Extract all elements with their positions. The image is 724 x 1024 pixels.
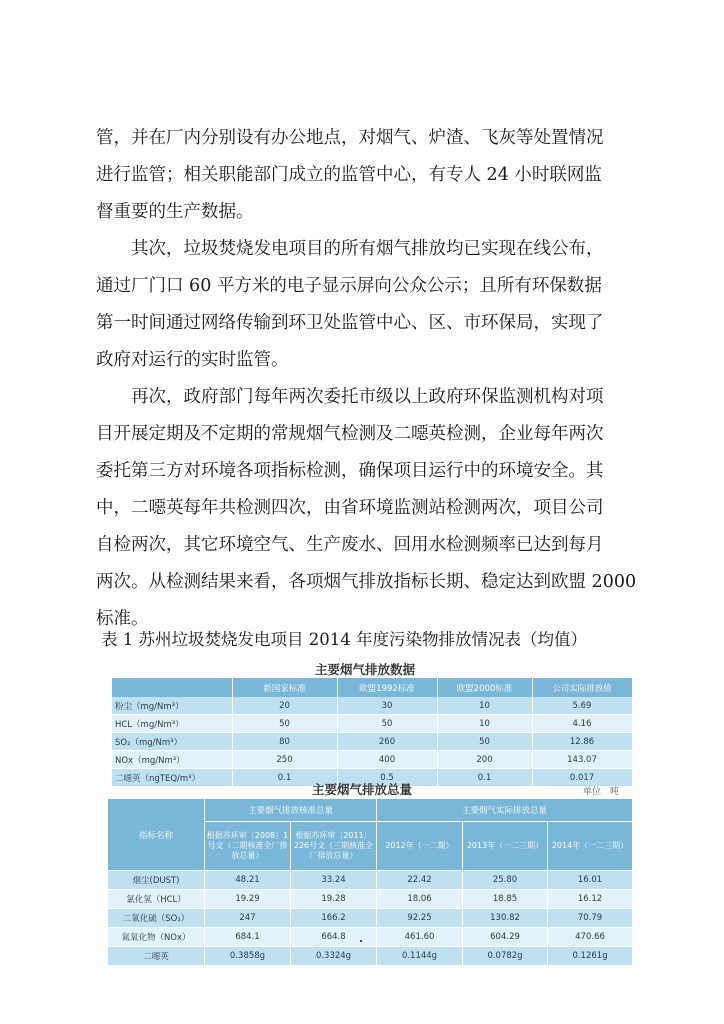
table-cell: 4.16 — [532, 715, 632, 733]
table-cell: 16.01 — [548, 871, 633, 890]
text-line: 通过厂门口 60 平方米的电子显示屏向公众公示；且所有环保数据 — [96, 276, 602, 296]
table-row — [108, 928, 633, 947]
table-row — [112, 697, 632, 715]
table-cell: 0.0782g — [463, 947, 548, 966]
table-row — [108, 909, 633, 928]
text-line: 自检两次，其它环境空气、生产废水、回用水检测频率已达到每月 — [96, 535, 604, 555]
table-cell: 247 — [205, 909, 291, 928]
table-cell: 33.24 — [291, 871, 377, 890]
table-cell: 250 — [232, 751, 337, 769]
text-line: 进行监管；相关职能部门成立的监管中心，有专人 24 小时联网监 — [96, 165, 602, 185]
column-header: 欧盟1992标准 — [337, 678, 437, 697]
table-header-row — [108, 799, 633, 822]
column-header: 2013年（一二三期） — [463, 822, 548, 871]
table-cell: 50 — [337, 715, 437, 733]
emission-total-table — [107, 798, 633, 966]
table-cell: 70.79 — [548, 909, 633, 928]
table-cell: 260 — [337, 733, 437, 751]
table-cell: 143.07 — [532, 751, 632, 769]
table-row — [108, 871, 633, 890]
table1-title: 主要烟气排放数据 — [315, 662, 416, 677]
paragraph-1 — [96, 120, 630, 231]
row-label: HCL（mg/Nm³） — [112, 715, 232, 733]
table-cell: 461.60 — [377, 928, 463, 947]
table-cell: 0.017 — [532, 769, 632, 787]
paragraph-3 — [96, 379, 637, 638]
table-cell: 130.82 — [463, 909, 548, 928]
table-row — [108, 947, 633, 966]
row-label: 二氧化硫（SO₂） — [108, 909, 205, 928]
text-line: 管，并在厂内分别设有办公地点，对烟气、炉渣、飞灰等处置情况 — [96, 128, 604, 148]
text-line: 标准。 — [96, 609, 149, 629]
text-line: 政府对运行的实时监管。 — [96, 350, 289, 370]
table-cell: 80 — [232, 733, 337, 751]
column-header: 根据苏环审〔2008〕1号文（二期核准全厂排放总量） — [205, 822, 291, 871]
text-line: 再次，政府部门每年两次委托市级以上政府环保监测机构对项 — [96, 387, 604, 407]
index-header: 指标名称 — [108, 799, 205, 871]
column-header: 欧盟2000标准 — [437, 678, 532, 697]
table-cell: 0.5 — [337, 769, 437, 787]
unit-label: 单位 吨 — [583, 787, 620, 797]
text-line: 两次。从检测结果来看，各项烟气排放指标长期、稳定达到欧盟 2000 — [96, 572, 637, 592]
table-cell: 604.29 — [463, 928, 548, 947]
table-row — [112, 733, 632, 751]
table-cell: 20 — [232, 697, 337, 715]
text-line: 中，二噁英每年共检测四次，由省环境监测站检测两次，项目公司 — [96, 498, 604, 518]
column-header: 公司实际排放值 — [532, 678, 632, 697]
table-cell: 0.1261g — [548, 947, 633, 966]
text-line: 其次，垃圾焚烧发电项目的所有烟气排放均已实现在线公布， — [96, 239, 604, 259]
table-cell: 10 — [437, 697, 532, 715]
row-label: NOx（mg/Nm³） — [112, 751, 232, 769]
table-cell: 50 — [437, 733, 532, 751]
table-cell: 10 — [437, 715, 532, 733]
table-cell: 48.21 — [205, 871, 291, 890]
table-cell: 16.12 — [548, 890, 633, 909]
table-cell: 166.2 — [291, 909, 377, 928]
table-cell: 0.1 — [437, 769, 532, 787]
table-cell: 12.86 — [532, 733, 632, 751]
table-cell: 470.66 — [548, 928, 633, 947]
table-row — [108, 890, 633, 909]
table-cell: 19.29 — [205, 890, 291, 909]
table-cell: 5.69 — [532, 697, 632, 715]
row-label: 二噁英（ngTEQ/m³） — [112, 769, 232, 787]
text-line: 第一时间通过网络传输到环卫处监管中心、区、市环保局，实现了 — [96, 313, 604, 333]
row-label: SO₂（mg/Nm³） — [112, 733, 232, 751]
column-header: 2014年（一二三期） — [548, 822, 633, 871]
row-label: 二噁英 — [108, 947, 205, 966]
column-header — [112, 678, 232, 697]
table-cell: 22.42 — [377, 871, 463, 890]
group-header-standard: 主要烟气排放核准总量 — [205, 799, 377, 822]
table-cell: 18.06 — [377, 890, 463, 909]
text-line: 督重要的生产数据。 — [96, 202, 254, 222]
table-cell: 0.1 — [232, 769, 337, 787]
table-cell: 30 — [337, 697, 437, 715]
row-label: 烟尘(DUST) — [108, 871, 205, 890]
emission-data-table — [112, 678, 633, 787]
table-cell: 684.1 — [205, 928, 291, 947]
table2-title: 主要烟气排放总量 — [312, 782, 413, 797]
row-label: 粉尘（mg/Nm³） — [112, 697, 232, 715]
table-cell: 18.85 — [463, 890, 548, 909]
table-cell: 92.25 — [377, 909, 463, 928]
table-cell: 25.80 — [463, 871, 548, 890]
table-cell: 664.8 — [291, 928, 377, 947]
column-header: 新国家标准 — [232, 678, 337, 697]
table-cell: 19.28 — [291, 890, 377, 909]
row-label: 氯化氢（HCL） — [108, 890, 205, 909]
table-cell: 400 — [337, 751, 437, 769]
page-mark — [360, 940, 362, 942]
table-cell: 50 — [232, 715, 337, 733]
text-line: 委托第三方对环境各项指标检测，确保项目运行中的环境安全。其 — [96, 461, 604, 481]
table-row — [112, 715, 632, 733]
group-header-actual: 主要烟气实际排放总量 — [377, 799, 633, 822]
table-cell: 0.3324g — [291, 947, 377, 966]
paragraph-2 — [96, 231, 630, 379]
table-row — [112, 751, 632, 769]
column-header: 根据苏环审〔2011〕226号文（三期核准全厂排放总量） — [291, 822, 377, 871]
table-header-row — [112, 678, 632, 697]
row-label: 氮氧化物（NOx） — [108, 928, 205, 947]
table-caption: 表 1 苏州垃圾焚烧发电项目 2014 年度污染物排放情况表（均值） — [101, 630, 587, 649]
table-cell: 0.1144g — [377, 947, 463, 966]
column-header: 2012年（一二期） — [377, 822, 463, 871]
table-cell: 200 — [437, 751, 532, 769]
table-cell: 0.3858g — [205, 947, 291, 966]
text-line: 目开展定期及不定期的常规烟气检测及二噁英检测，企业每年两次 — [96, 424, 604, 444]
